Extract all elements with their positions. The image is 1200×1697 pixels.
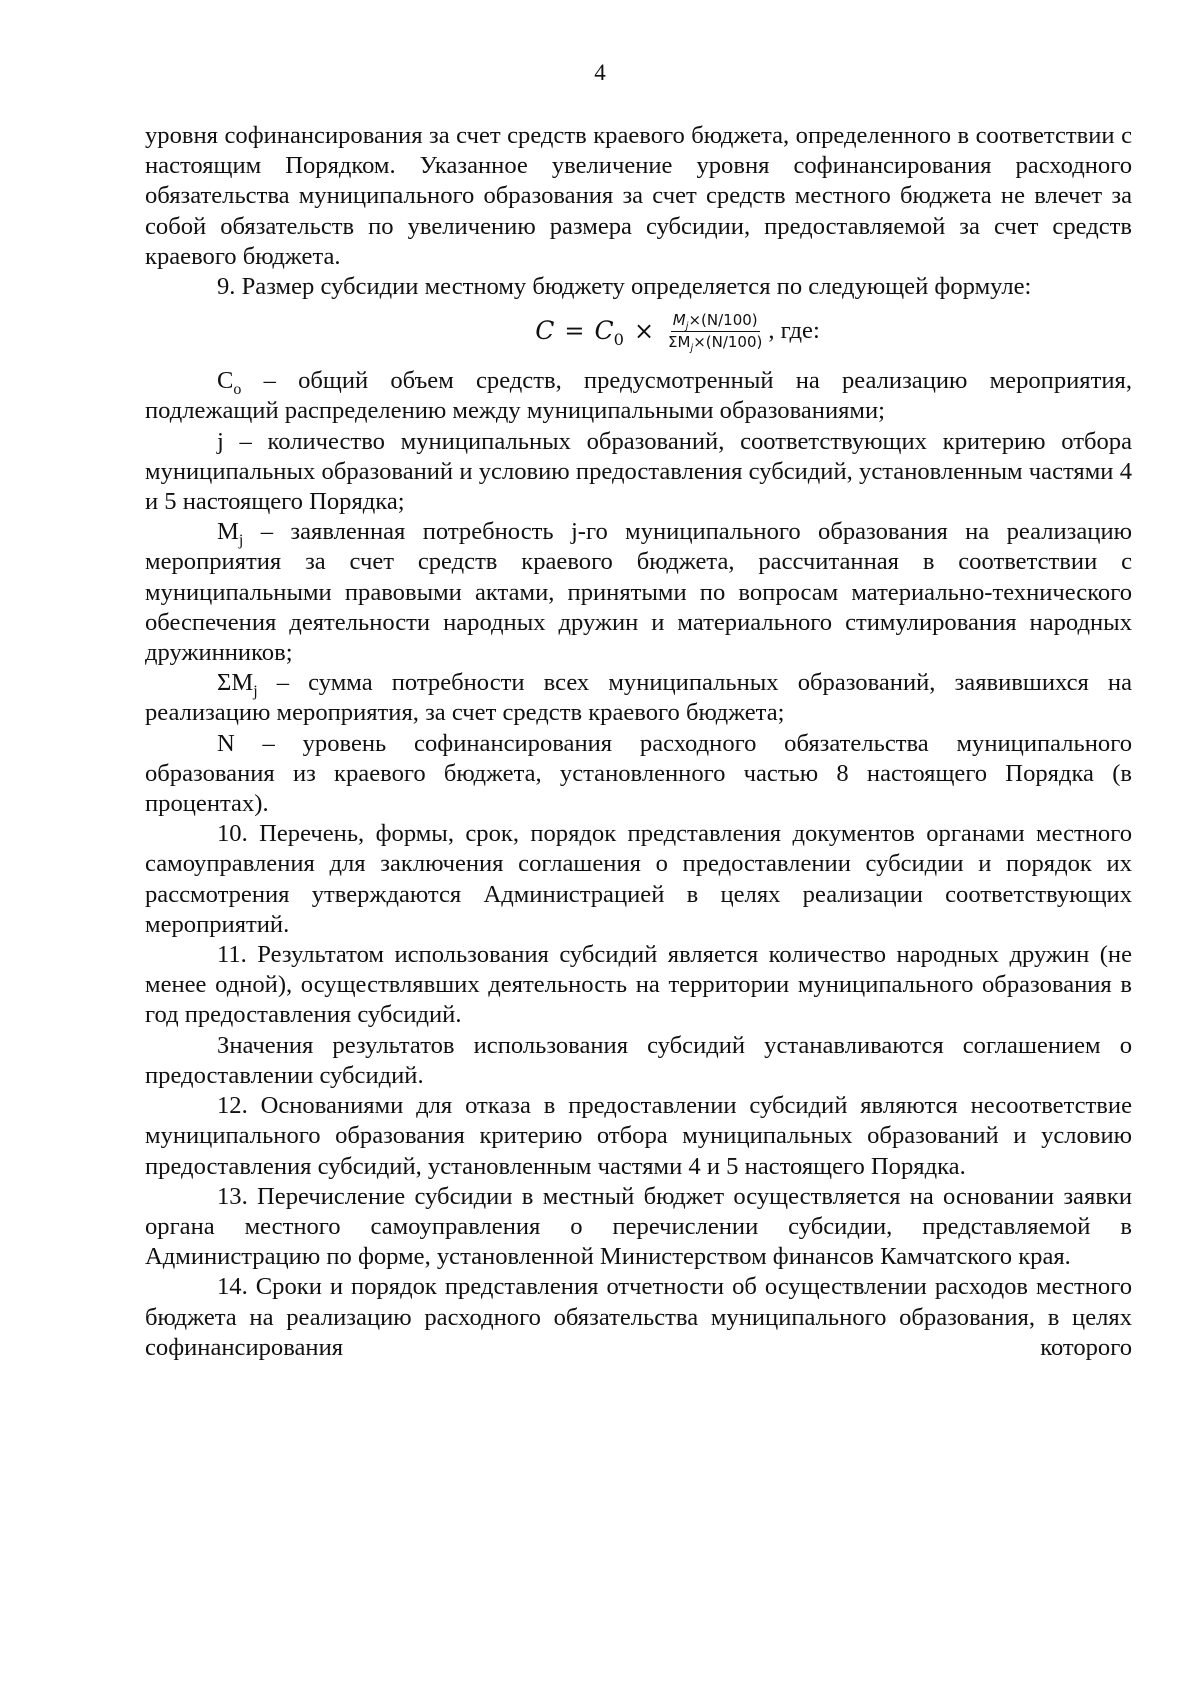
formula-denominator: $\Sigma M_j\times(N/100)$	[668, 332, 763, 354]
definition-n: N – уровень софинансирования расходного обязательства муниципального образования из краевого бюджета, установленного частью 8 настоящего Порядка (в процентах).	[145, 729, 1132, 818]
formula-lhs: C	[535, 316, 555, 346]
formula-tail: , где:	[768, 317, 820, 345]
document-body	[145, 121, 1132, 1363]
definition-j: j – количество муниципальных образований, соответствующих критерию отбора муниципальных образований и условию предоставления субсидий, установленным частями 4 и 5 настоящего Порядка;	[145, 427, 1132, 516]
paragraph-9: 9. Размер субсидии местному бюджету определяется по следующей формуле:	[217, 273, 1032, 301]
paragraph-10: 10. Перечень, формы, срок, порядок представления документов органами местного самоуправления для заключения соглашения о предоставлении субсидии и порядок их рассмотрения утверждаются Администрацией в целях реализации соответствующих мероприятий.	[145, 820, 1132, 938]
formula-numerator: $M_j\times(N/100)$	[672, 310, 758, 332]
paragraph-11-values: Значения результатов использования субсидий устанавливаются соглашением о предоставлении субсидий.	[145, 1031, 1132, 1089]
formula-times: ×	[633, 317, 655, 346]
definition-sum-mj: $\Sigma M_j$ – сумма потребности всех муниципальных образований, заявившихся на реализацию мероприятия, за счет средств краевого бюджета;	[145, 669, 1132, 727]
paragraph-11: 11. Результатом использования субсидий является количество народных дружин (не менее одной), осуществлявших деятельность на территории муниципального образования в год предоставления субсидий.	[145, 941, 1132, 1029]
formula-fraction	[666, 311, 764, 352]
definition-mj: $M_j$ – заявленная потребность j-го муниципального образования на реализацию мероприятия за счет средств краевого бюджета, рассчитанная в соответствии с муниципальными правовыми актами, принятыми по вопросам материально-технического обеспечения деятельности народных дружин и материального стимулирования народных дружинников;	[145, 518, 1132, 667]
formula-equals: =	[564, 317, 585, 346]
paragraph-12: 12. Основаниями для отказа в предоставлении субсидий являются несоответствие муниципального образования критерию отбора муниципальных образований и условию предоставления субсидий, установленным частями 4 и 5 настоящего Порядка.	[145, 1092, 1132, 1180]
paragraph-14: 14. Сроки и порядок представления отчетности об осуществлении расходов местного бюджета на реализацию расходного обязательства муниципального образования, в целях софинансирования которого	[145, 1273, 1132, 1361]
paragraph-continuation: уровня софинансирования за счет средств краевого бюджета, определенного в соответствии с настоящим Порядком. Указанное увеличение уровня софинансирования расходного обязательства муниципального образования за счет средств местного бюджета не влечет за собой обязательств по увеличению размера субсидии, предоставляемой за счет средств краевого бюджета.	[145, 122, 1132, 270]
formula-c0: $C_0$	[594, 316, 624, 350]
definition-c0: $C_о$ – общий объем средств, предусмотренный на реализацию мероприятия, подлежащий распределению между муниципальными образованиями;	[145, 367, 1132, 425]
paragraph-13: 13. Перечисление субсидии в местный бюджет осуществляется на основании заявки органа местного самоуправления о перечислении субсидии, представляемой в Администрацию по форме, установленной Министерством финансов Камчатского края.	[145, 1182, 1132, 1271]
subsidy-formula	[145, 300, 1132, 362]
page-number: 4	[594, 60, 606, 85]
